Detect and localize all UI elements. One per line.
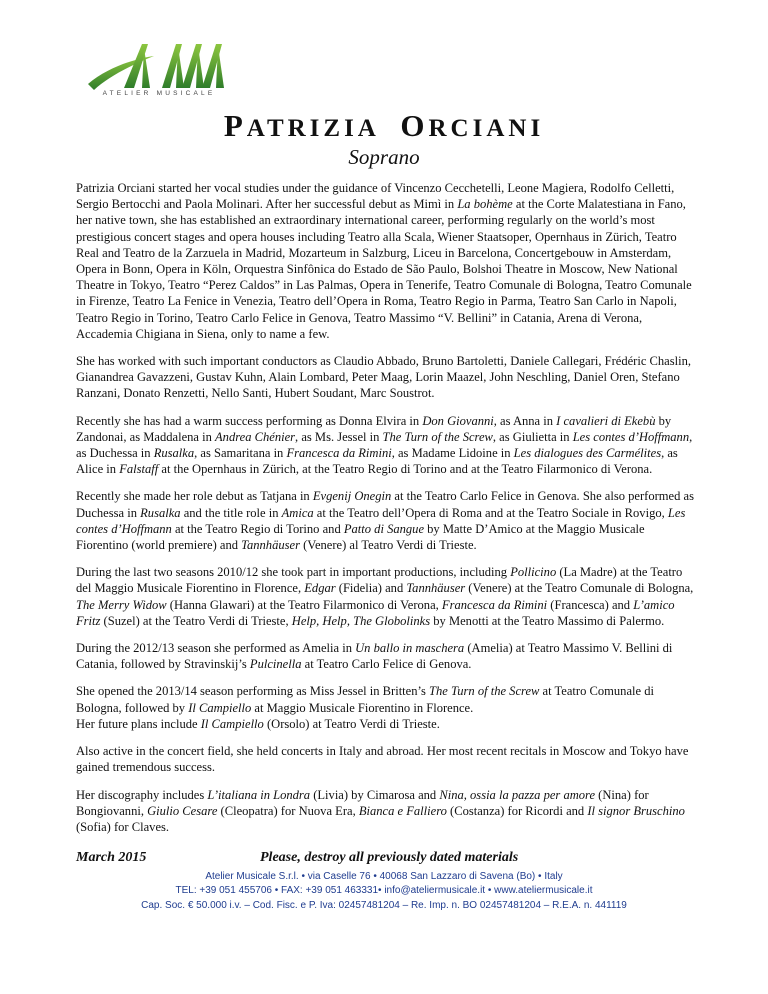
work-title: Amica xyxy=(281,505,314,520)
bio-text: at the Teatro Carlo Felice in Genova. She also performed as Duchessa in xyxy=(76,489,694,520)
bio-paragraph xyxy=(76,413,698,478)
bio-text: and the title role in xyxy=(180,505,282,520)
work-title: Evgenij Onegin xyxy=(312,489,392,504)
work-title: Rusalka xyxy=(140,505,181,520)
logo-subtitle: ATELIER MUSICALE xyxy=(102,90,216,97)
work-title: Il Campiello xyxy=(188,700,252,715)
work-title: The Turn of the Screw xyxy=(429,684,540,699)
name-first-rest: ATRIZIA xyxy=(246,115,380,142)
work-title: Tannhäuser xyxy=(406,581,466,596)
work-title: Don Giovanni xyxy=(422,413,494,428)
work-title: Pulcinella xyxy=(249,657,302,672)
bio-text: She opened the 2013/14 season performing as Miss Jessel in Britten’s xyxy=(76,684,430,699)
bio-text: , as Ms. Jessel in xyxy=(295,429,383,444)
document-date: March 2015 xyxy=(76,850,147,865)
bio-text: Recently she has had a warm success performing as Donna Elvira in xyxy=(76,413,423,428)
work-title: Edgar xyxy=(304,581,336,596)
bio-text: at the Opernhaus in Zürich, at the Teatro Regio di Torino and at the Teatro Filarmonico di Verona. xyxy=(158,462,653,477)
bio-text: Also active in the concert field, she held concerts in Italy and abroad. Her most recent recitals in Moscow and Tokyo have gained tremendous success. xyxy=(76,744,689,775)
bio-text: (Suzel) at the Teatro Verdi di Trieste, xyxy=(100,613,292,628)
work-title: The Merry Widow xyxy=(76,597,167,612)
artist-name xyxy=(0,108,768,144)
bio-text: at Maggio Musicale Fiorentino in Florence. xyxy=(251,700,474,715)
bio-text: Her discography includes xyxy=(76,787,208,802)
work-title: Giulio Cesare xyxy=(147,803,218,818)
work-title: Patto di Sangue xyxy=(343,521,425,536)
bio-text: , as Madame Lidoine in xyxy=(391,446,514,461)
bio-text: , as Anna in xyxy=(493,413,557,428)
company-info xyxy=(0,870,768,913)
bio-text: During the 2012/13 season she performed as Amelia in xyxy=(76,641,356,656)
bio-text: (Hanna Glawari) at the Teatro Filarmonico di Verona, xyxy=(166,597,442,612)
bio-text: at the Teatro dell’Opera di Roma and at the Teatro Sociale in Rovigo, xyxy=(313,505,668,520)
bio-text: She has worked with such important conductors as Claudio Abbado, Bruno Bartoletti, Daniele Callegari, Frédéric Chaslin, Gianandrea Gavazzeni, Gustav Kuhn, Alain Lombard, Peter Maag, Lorin Maazel, John Neschling, Daniel Oren, Stefano Ranzani, Donato Renzetti, Nello Santi, Hubert Soudant, Marc Soustrot. xyxy=(76,354,692,401)
bio-text: (Cleopatra) for Nuova Era, xyxy=(217,803,359,818)
work-title: Les contes d’Hoffmann xyxy=(572,429,690,444)
voice-type: Soprano xyxy=(348,145,420,169)
work-title: I cavalieri di Ekebù xyxy=(556,413,656,428)
work-title: The Turn of the Screw xyxy=(382,429,493,444)
bio-paragraph xyxy=(76,564,698,629)
work-title: Pollicino xyxy=(510,565,557,580)
work-title: Bianca e Falliero xyxy=(358,803,447,818)
company-address: Atelier Musicale S.r.l. • via Caselle 76 • 40068 San Lazzaro di Savena (Bo) • Italy xyxy=(205,871,563,882)
bio-paragraph xyxy=(76,787,698,836)
work-title: Il signor Bruschino xyxy=(587,803,685,818)
bio-text: (La Madre) at the Teatro del Maggio Musicale Fiorentino in Florence, xyxy=(76,565,683,596)
name-initial-last: O xyxy=(400,108,429,143)
destroy-notice: Please, destroy all previously dated materials xyxy=(260,850,519,865)
work-title: Francesca da Rimini xyxy=(441,597,548,612)
bio-text: Her future plans include xyxy=(76,716,201,731)
work-title: L’amico Fritz xyxy=(76,597,675,628)
bio-text: (Orsolo) at Teatro Verdi di Trieste. xyxy=(263,716,440,731)
bio-text: , as Alice in xyxy=(76,446,678,477)
name-last-rest: RCIANI xyxy=(428,115,545,142)
bio-paragraph xyxy=(76,488,698,553)
bio-text: (Livia) by Cimarosa and xyxy=(310,787,440,802)
bio-text: at the Corte Malatestiana in Fano, her native town, she has established an extraordinary international career, performing regularly on the world’s most prestigious concert stages and opera houses including Teatro alla Scala, Wiener Staatsoper, Opernhaus in Zürich, Teatro Real and Teatro de la Zarzuela in Madrid, Mozarteum in Salzburg, Liceu in Barcelona, Concertgebouw in Amsterdam, Opera in Bonn, Opera in Köln, Orquestra Sinfônica do Estado de São Paulo, Bolshoi Theatre in Moscow, New National Theatre in Tokyo, Teatro “Perez Caldos” in Las Palmas, Opera in Tenerife, Teatro Comunale di Bologna, Teatro Comunale in Firenze, Teatro La Fenice in Venezia, Teatro dell’Opera in Roma, Teatro Regio in Parma, Teatro San Carlo in Napoli, Teatro Regio in Torino, Teatro Carlo Felice in Genova, Teatro Massimo “V. Bellini” in Catania, Arena di Verona, Accademia Chigiana in Siena, only to name a few. xyxy=(76,197,692,341)
bio-text: (Venere) al Teatro Verdi di Trieste. xyxy=(299,538,477,553)
work-title: L’italiana in Londra xyxy=(207,787,311,802)
bio-text: During the last two seasons 2010/12 she took part in important productions, including xyxy=(76,565,511,580)
work-title: La bohème xyxy=(457,197,513,212)
name-initial-first: P xyxy=(223,108,247,143)
work-title: Nina, ossia la pazza per amore xyxy=(439,787,596,802)
bio-text: (Francesca) and xyxy=(547,597,634,612)
bio-text: at Teatro Carlo Felice di Genova. xyxy=(301,657,472,672)
bio-text: (Amelia) at Teatro Massimo V. Bellini di Catania, followed by Stravinskij’s xyxy=(76,641,673,672)
bio-text: (Nina) for Bongiovanni, xyxy=(76,787,649,818)
work-title: Tannhäuser xyxy=(241,538,300,553)
work-title: Andrea Chénier xyxy=(215,429,296,444)
bio-text: at the Teatro Regio di Torino and xyxy=(171,521,344,536)
bio-text: , as Giulietta in xyxy=(492,429,573,444)
bio-paragraph xyxy=(76,743,698,775)
bio-text: , as Samaritana in xyxy=(194,446,287,461)
work-title: Les contes d’Hoffmann xyxy=(76,505,686,536)
work-title: Un ballo in maschera xyxy=(355,641,465,656)
work-title: Les dialogues des Carmélites xyxy=(513,446,662,461)
company-registration: Cap. Soc. € 50.000 i.v. – Cod. Fisc. e P. Iva: 02457481204 – Re. Imp. n. BO 02457481204 – R.E.A. n. 441119 xyxy=(141,899,627,911)
work-title: Falstaff xyxy=(119,462,159,477)
bio-text: by Zandonai, as Maddalena in xyxy=(76,413,672,444)
work-title: Il Campiello xyxy=(200,716,264,731)
bio-text: (Venere) at the Teatro Comunale di Bologna, xyxy=(465,581,694,596)
bio-paragraph xyxy=(76,353,698,402)
bio-text: , as Duchessa in xyxy=(76,429,693,461)
bio-paragraph xyxy=(76,640,698,672)
bio-text: (Costanza) for Ricordi and xyxy=(446,803,588,818)
atelier-musicale-logo xyxy=(84,36,234,108)
bio-text: (Fidelia) and xyxy=(335,581,407,596)
bio-text: Recently she made her role debut as Tatjana in xyxy=(76,489,313,504)
bio-paragraph xyxy=(76,683,698,732)
bio-text: Patrizia Orciani started her vocal studies under the guidance of Vincenzo Cecchetelli, Leone Magiera, Rodolfo Celletti, Sergio Bertocchi and Paola Molinari. After her successful debut as Mimì in xyxy=(76,181,675,212)
bio-text: (Sofia) for Claves. xyxy=(76,819,170,834)
company-contacts: TEL: +39 051 455706 • FAX: +39 051 463331• info@ateliermusicale.it • www.ateliermusicale.it xyxy=(175,885,593,897)
biography xyxy=(76,180,698,846)
bio-paragraph xyxy=(76,180,698,342)
work-title: Francesca da Rimini xyxy=(286,446,392,461)
bio-text: by Matte D’Amico at the Maggio Musicale Fiorentino (world premiere) and xyxy=(76,521,645,553)
work-title: Help, Help, The Globolinks xyxy=(291,613,431,628)
bio-text: at Teatro Comunale di Bologna, followed by xyxy=(76,684,654,715)
work-title: Rusalka xyxy=(153,446,195,461)
bio-text: by Menotti at the Teatro Massimo di Palermo. xyxy=(430,613,665,628)
